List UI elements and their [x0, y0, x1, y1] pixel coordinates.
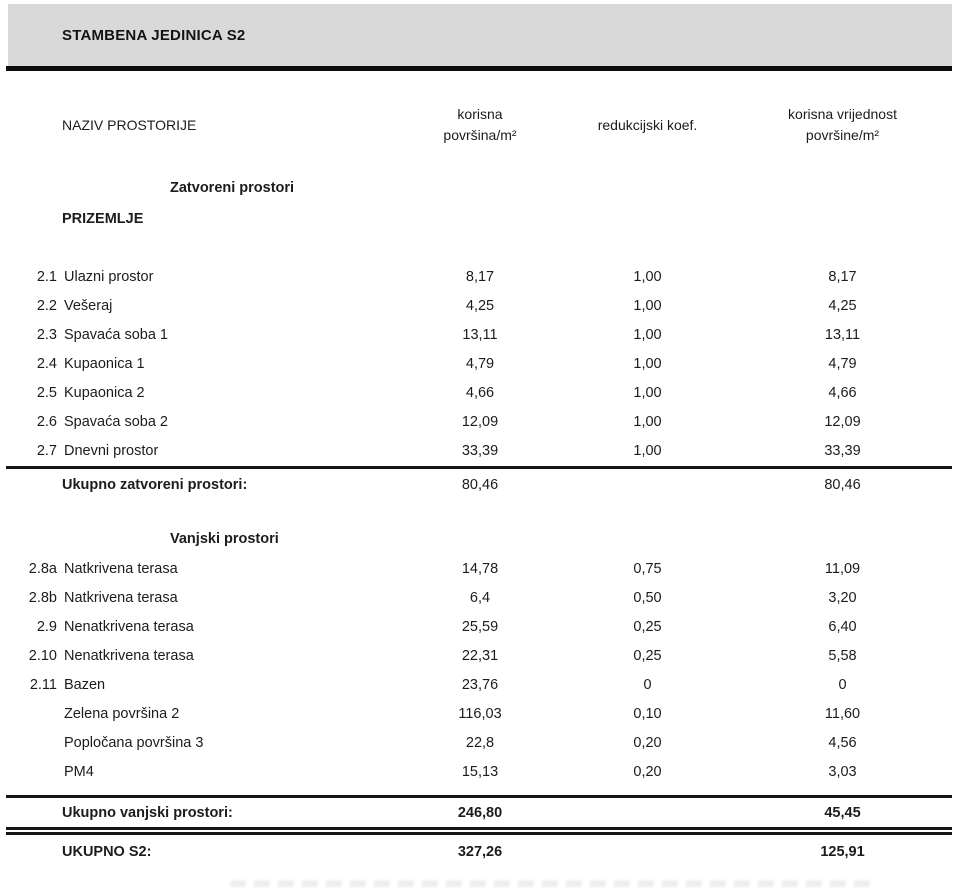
room-name: Vešeraj	[64, 298, 113, 314]
table-row	[8, 263, 950, 292]
reduced-value: 0	[838, 677, 847, 693]
section-divider-rule	[6, 466, 952, 469]
section-heading-outdoor: Vanjski prostori	[170, 531, 279, 547]
area-value: 4,79	[465, 356, 495, 372]
column-header-area	[400, 104, 560, 146]
total-label: Ukupno vanjski prostori:	[62, 805, 233, 821]
table-row	[8, 350, 950, 379]
area-value: 25,59	[461, 619, 499, 635]
reduced-value: 12,09	[824, 414, 861, 430]
area-value: 4,66	[465, 385, 495, 401]
area-value: 116,03	[458, 706, 502, 722]
area-value: 33,39	[461, 443, 499, 459]
area-value: 15,13	[461, 764, 499, 780]
reduced-value: 4,79	[828, 356, 857, 372]
table-row	[8, 321, 950, 350]
koef-value: 0,25	[633, 648, 662, 664]
row-number: 2.9	[36, 619, 57, 635]
reduced-value: 11,60	[824, 706, 861, 722]
closed-total-row	[8, 470, 950, 500]
column-header-value-line2: površine/m²	[805, 127, 880, 143]
outdoor-rows	[8, 555, 950, 787]
outdoor-total-row	[8, 798, 950, 828]
scan-artifact	[230, 880, 870, 887]
room-name: Spavaća soba 2	[64, 414, 168, 430]
row-number: 2.6	[36, 414, 57, 430]
room-name: Natkrivena terasa	[64, 590, 178, 606]
koef-value: 0,75	[633, 561, 662, 577]
column-header-area-line1: korisna	[457, 106, 503, 122]
area-value: 23,76	[461, 677, 499, 693]
table-row	[8, 584, 950, 613]
column-header-value	[735, 104, 950, 146]
koef-value: 0,50	[633, 590, 662, 606]
table-row	[8, 758, 950, 787]
area-value: 14,78	[461, 561, 499, 577]
room-name: Bazen	[64, 677, 106, 693]
total-value: 80,46	[824, 477, 861, 493]
row-number: 2.8b	[28, 590, 57, 606]
room-name: Spavaća soba 1	[64, 327, 168, 343]
section-subheading-floor: PRIZEMLJE	[62, 211, 144, 227]
row-number: 2.3	[36, 327, 57, 343]
koef-value: 0,20	[633, 764, 662, 780]
grand-total-label: UKUPNO S2:	[62, 844, 152, 860]
area-value: 22,8	[465, 735, 495, 751]
row-number: 2.2	[36, 298, 57, 314]
reduced-value: 8,17	[828, 269, 857, 285]
grand-total-row	[8, 837, 950, 867]
koef-value: 1,00	[633, 443, 662, 459]
koef-value: 1,00	[633, 298, 662, 314]
header-band	[8, 4, 952, 66]
column-header-koef	[560, 104, 735, 146]
reduced-value: 33,39	[824, 443, 861, 459]
area-value: 13,11	[462, 327, 498, 343]
area-value: 8,17	[465, 269, 495, 285]
reduced-value: 11,09	[824, 561, 861, 577]
reduced-value: 3,03	[828, 764, 857, 780]
reduced-value: 6,40	[828, 619, 857, 635]
column-header-name: NAZIV PROSTORIJE	[62, 116, 197, 133]
table-row	[8, 292, 950, 321]
table-row	[8, 613, 950, 642]
grand-total-area: 327,26	[457, 844, 503, 860]
area-value: 6,4	[469, 590, 491, 606]
total-value: 45,45	[824, 805, 861, 821]
row-number: 2.4	[36, 356, 57, 372]
koef-value: 1,00	[633, 356, 662, 372]
room-name: Dnevni prostor	[64, 443, 159, 459]
reduced-value: 3,20	[828, 590, 857, 606]
section-heading-closed: Zatvoreni prostori	[170, 180, 295, 196]
area-value: 12,09	[461, 414, 499, 430]
grand-total-value: 125,91	[820, 844, 865, 860]
reduced-value: 5,58	[828, 648, 857, 664]
table-row	[8, 729, 950, 758]
koef-value: 0	[643, 677, 652, 693]
koef-value: 0,20	[633, 735, 662, 751]
room-name: Ulazni prostor	[64, 269, 154, 285]
column-header-koef-label: redukcijski koef.	[597, 116, 698, 133]
table-row	[8, 671, 950, 700]
total-area: 246,80	[457, 805, 503, 821]
area-value: 4,25	[465, 298, 495, 314]
column-headers	[8, 104, 950, 146]
row-number: 2.7	[36, 443, 57, 459]
row-number: 2.11	[29, 677, 57, 693]
table-row	[8, 555, 950, 584]
koef-value: 1,00	[633, 327, 662, 343]
reduced-value: 4,66	[828, 385, 857, 401]
room-name: Nenatkrivena terasa	[64, 648, 194, 664]
row-number: 2.10	[28, 648, 57, 664]
room-name: Natkrivena terasa	[64, 561, 178, 577]
table-row	[8, 700, 950, 729]
koef-value: 1,00	[633, 269, 662, 285]
table-row	[8, 642, 950, 671]
grand-total-double-rule	[6, 827, 952, 835]
koef-value: 1,00	[633, 385, 662, 401]
koef-value: 0,10	[633, 706, 662, 722]
koef-value: 0,25	[633, 619, 662, 635]
column-header-value-line1: korisna vrijednost	[788, 106, 897, 122]
room-name: Nenatkrivena terasa	[64, 619, 194, 635]
table-row	[8, 408, 950, 437]
row-number: 2.1	[36, 269, 57, 285]
room-name: Kupaonica 2	[64, 385, 145, 401]
closed-rows	[8, 263, 950, 466]
total-label: Ukupno zatvoreni prostori:	[62, 477, 248, 493]
table-row	[8, 437, 950, 466]
page-title: STAMBENA JEDINICA S2	[62, 26, 246, 44]
room-name: Zelena površina 2	[64, 706, 180, 722]
total-area: 80,46	[461, 477, 499, 493]
area-value: 22,31	[461, 648, 499, 664]
reduced-value: 4,25	[828, 298, 857, 314]
room-name: PM4	[64, 764, 94, 780]
room-name: Popločana površina 3	[64, 735, 204, 751]
header-rule	[6, 66, 952, 71]
reduced-value: 4,56	[828, 735, 857, 751]
row-number: 2.8a	[28, 561, 57, 577]
reduced-value: 13,11	[824, 327, 861, 343]
table-row	[8, 379, 950, 408]
koef-value: 1,00	[633, 414, 662, 430]
room-name: Kupaonica 1	[64, 356, 145, 372]
row-number: 2.5	[36, 385, 57, 401]
column-header-area-line2: površina/m²	[443, 127, 517, 143]
